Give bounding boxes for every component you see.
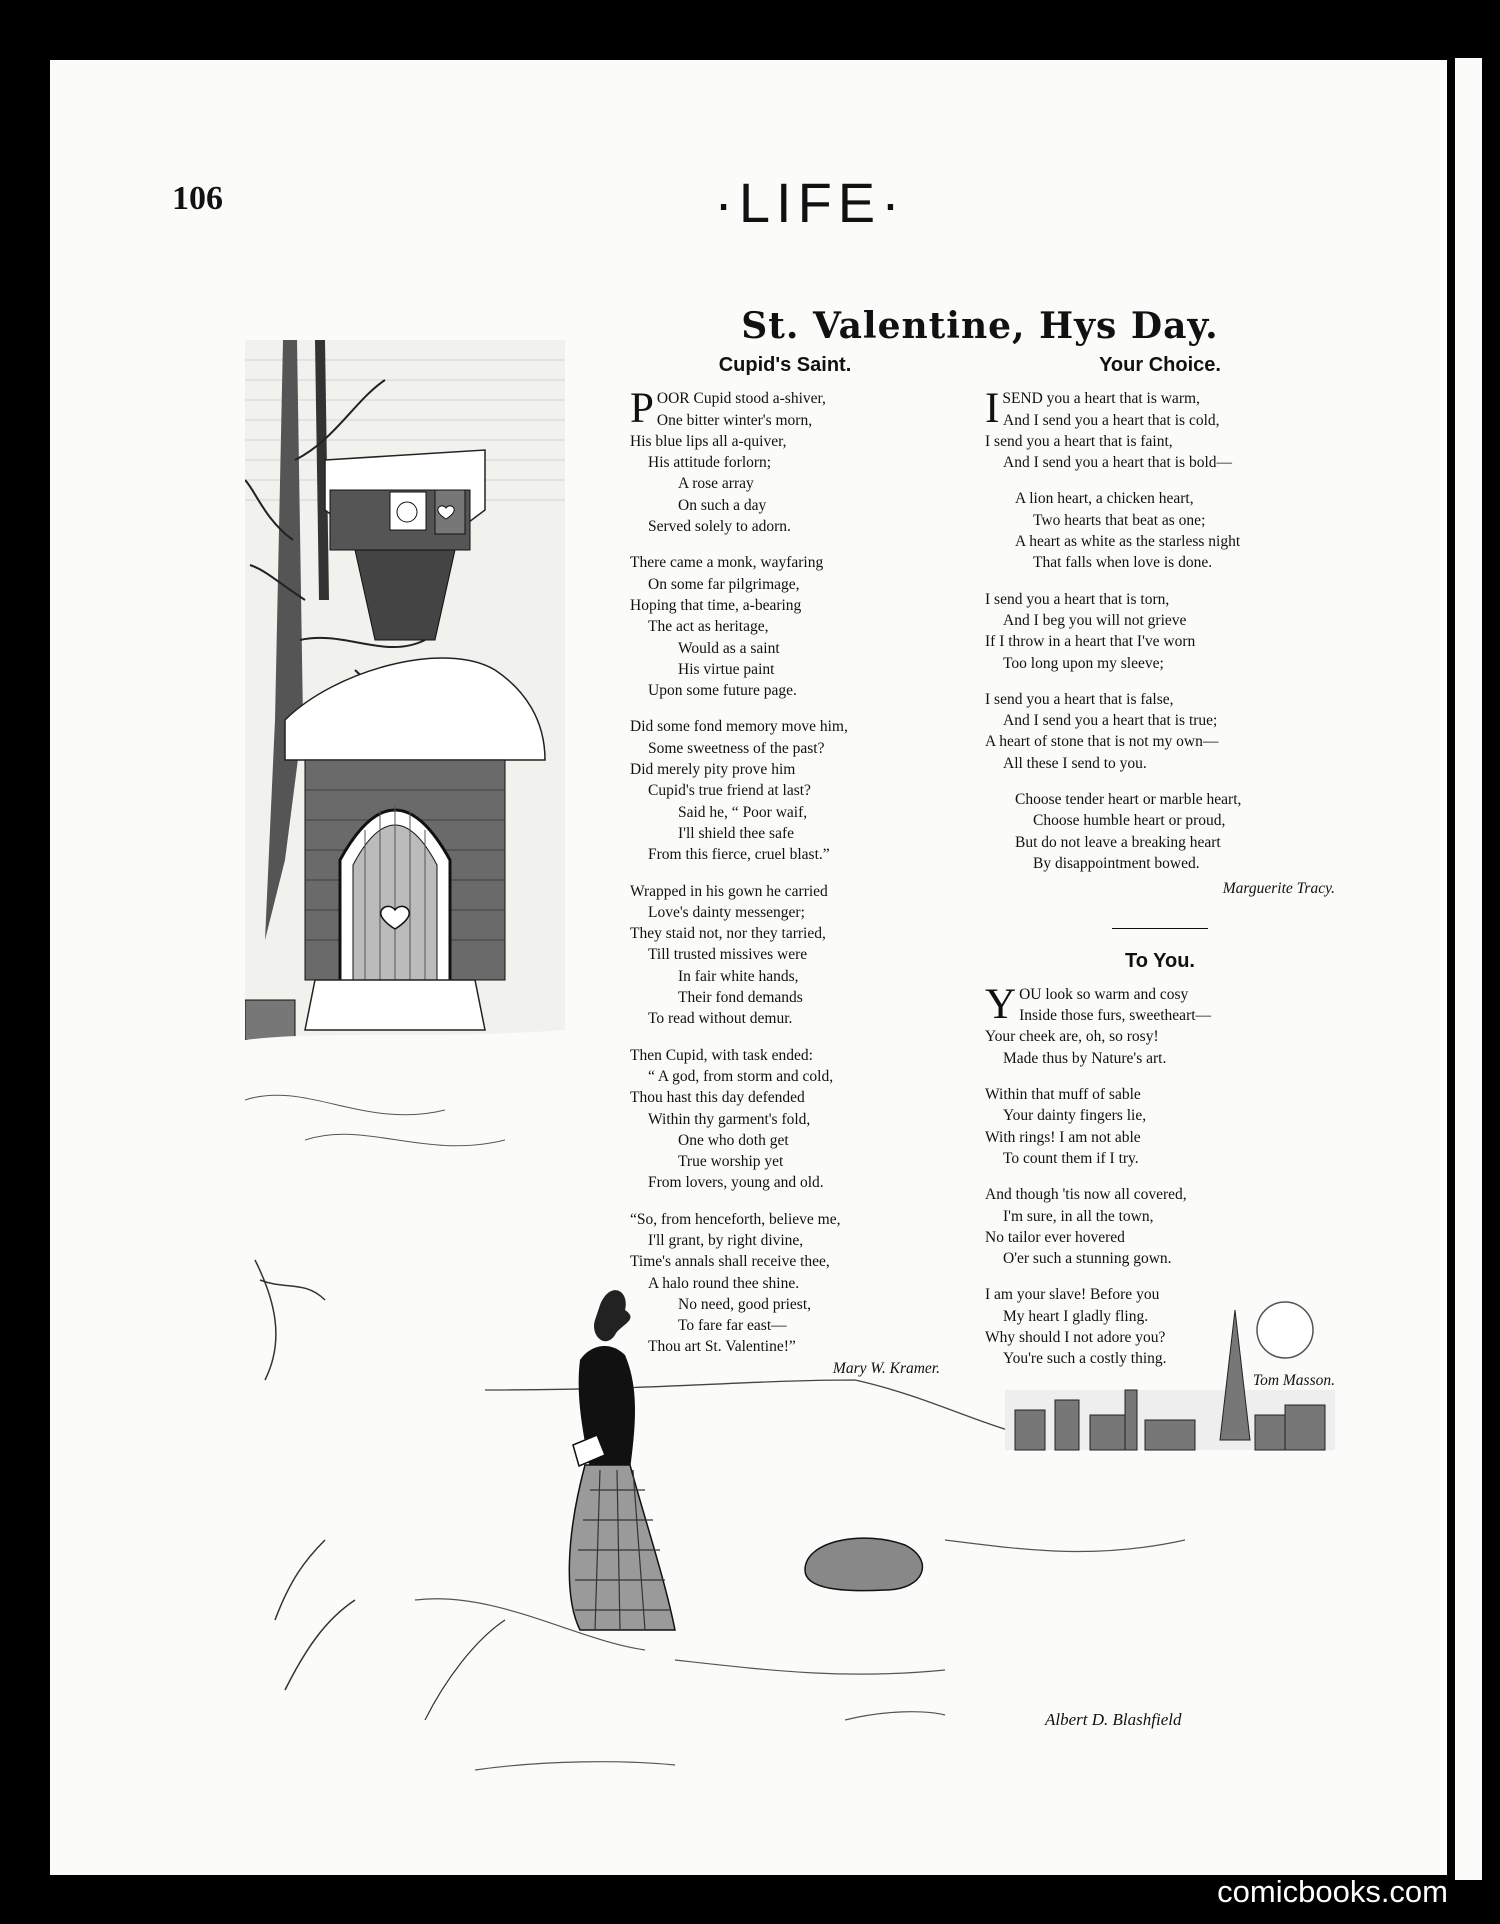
poem-line: O'er such a stunning gown. bbox=[1003, 1250, 1172, 1268]
poem-line: True worship yet bbox=[678, 1153, 784, 1171]
stanza bbox=[630, 1209, 940, 1358]
poem-line: Thou art St. Valentine!” bbox=[648, 1338, 796, 1356]
poem-line: If I throw in a heart that I've worn bbox=[985, 633, 1196, 651]
poem-line: I'll grant, by right divine, bbox=[648, 1231, 804, 1249]
stanza bbox=[630, 552, 940, 701]
poem-signature: Tom Masson. bbox=[1252, 1371, 1335, 1389]
poem-line: By disappointment bowed. bbox=[1033, 854, 1200, 872]
stanza bbox=[985, 689, 1335, 774]
poem-signature: Mary W. Kramer. bbox=[832, 1359, 940, 1377]
poem-line: His blue lips all a-quiver, bbox=[630, 432, 787, 450]
poem-line: Within that muff of sable bbox=[985, 1086, 1141, 1104]
stanza bbox=[630, 716, 940, 865]
poem-line: To read without demur. bbox=[648, 1010, 793, 1028]
divider-rule bbox=[1112, 928, 1208, 929]
poem-line: They staid not, nor they tarried, bbox=[630, 925, 826, 943]
poem-line: “ A god, from storm and cold, bbox=[648, 1067, 834, 1085]
poem-line: There came a monk, wayfaring bbox=[630, 554, 824, 572]
cupid-figure bbox=[397, 502, 417, 522]
poem-line: Then Cupid, with task ended: bbox=[630, 1046, 813, 1064]
poem-line: One who doth get bbox=[678, 1131, 789, 1149]
poem-line: In fair white hands, bbox=[678, 967, 799, 985]
poem-line: And I send you a heart that is true; bbox=[1003, 712, 1218, 730]
poem-line: To count them if I try. bbox=[1003, 1149, 1139, 1167]
poem-line: OOR Cupid stood a-shiver, bbox=[656, 390, 826, 408]
poem-line: And I send you a heart that is cold, bbox=[1003, 411, 1220, 429]
drop-cap: P bbox=[630, 385, 654, 433]
poem-cupids-saint bbox=[630, 355, 940, 1379]
poem-line: You're such a costly thing. bbox=[1003, 1350, 1167, 1368]
poem-line: I send you a heart that is faint, bbox=[985, 432, 1173, 450]
poem-title: Cupid's Saint. bbox=[718, 354, 852, 376]
stanza bbox=[630, 1045, 940, 1194]
poem-line: Your dainty fingers lie, bbox=[1003, 1107, 1147, 1125]
poem-line: Choose humble heart or proud, bbox=[1033, 812, 1226, 830]
poem-line: Choose tender heart or marble heart, bbox=[1015, 791, 1242, 809]
site-watermark: comicbooks.com bbox=[1217, 1874, 1448, 1909]
poem-line: Their fond demands bbox=[678, 989, 803, 1007]
poem-line: “So, from henceforth, believe me, bbox=[630, 1210, 841, 1228]
poem-line: And I beg you will not grieve bbox=[1003, 611, 1187, 629]
poem-line: Time's annals shall receive thee, bbox=[630, 1253, 830, 1271]
poem-line: And though 'tis now all covered, bbox=[985, 1186, 1187, 1204]
poem-line: With rings! I am not able bbox=[985, 1128, 1141, 1146]
section-title: St. Valentine, Hys Day. bbox=[741, 305, 1219, 347]
next-page-edge bbox=[1455, 58, 1482, 1880]
poem-line: No need, good priest, bbox=[678, 1295, 812, 1313]
poem-line: Served solely to adorn. bbox=[648, 518, 791, 536]
drop-cap: I bbox=[985, 385, 1000, 433]
poem-line: Cupid's true friend at last? bbox=[648, 782, 811, 800]
poem-line: A halo round thee shine. bbox=[648, 1274, 800, 1292]
poem-line: Wrapped in his gown he carried bbox=[630, 882, 828, 900]
stanza bbox=[985, 1084, 1335, 1169]
poem-line: No tailor ever hovered bbox=[985, 1228, 1125, 1246]
stanza bbox=[985, 789, 1335, 874]
poem-line: Did some fond memory move him, bbox=[630, 718, 848, 736]
stanza bbox=[985, 488, 1335, 573]
poem-line: To fare far east— bbox=[678, 1317, 787, 1335]
chapel-illustration bbox=[245, 340, 565, 1200]
poem-line: Upon some future page. bbox=[648, 682, 797, 700]
poem-signature: Marguerite Tracy. bbox=[1222, 880, 1335, 898]
poem-line: All these I send to you. bbox=[1003, 754, 1147, 772]
page-number: 106 bbox=[172, 180, 223, 217]
poem-line: Would as a saint bbox=[678, 639, 780, 657]
poem-line: Why should I not adore you? bbox=[985, 1328, 1166, 1346]
poem-line: SEND you a heart that is warm, bbox=[1002, 390, 1200, 408]
poem-line: His attitude forlorn; bbox=[648, 454, 772, 472]
stanza bbox=[985, 385, 1335, 473]
stanza bbox=[985, 1184, 1335, 1269]
poem-line: Said he, “ Poor waif, bbox=[678, 803, 808, 821]
poem-line: Some sweetness of the past? bbox=[648, 739, 825, 757]
poem-line: I send you a heart that is false, bbox=[985, 690, 1174, 708]
poem-line: From lovers, young and old. bbox=[648, 1174, 824, 1192]
poem-line: But do not leave a breaking heart bbox=[1015, 833, 1221, 851]
poem-line: I send you a heart that is torn, bbox=[985, 590, 1170, 608]
poem-line: Inside those furs, sweetheart— bbox=[1019, 1007, 1212, 1025]
poem-line: Till trusted missives were bbox=[648, 946, 808, 964]
poem-line: The act as heritage, bbox=[648, 618, 769, 636]
poem-line: Your cheek are, oh, so rosy! bbox=[985, 1028, 1159, 1046]
poem-line: From this fierce, cruel blast.” bbox=[648, 846, 830, 864]
poem-line: One bitter winter's morn, bbox=[656, 411, 813, 429]
poem-line: Did merely pity prove him bbox=[630, 761, 796, 779]
poem-line: Made thus by Nature's art. bbox=[1003, 1049, 1167, 1067]
poem-line: I'll shield thee safe bbox=[678, 824, 794, 842]
poem-line: On such a day bbox=[678, 496, 767, 514]
poem-column-right bbox=[985, 355, 1335, 1391]
poem-line: Too long upon my sleeve; bbox=[1003, 654, 1164, 672]
poem-line: Love's dainty messenger; bbox=[648, 903, 805, 921]
stanza bbox=[985, 1284, 1335, 1369]
poem-line: A heart as white as the starless night bbox=[1015, 533, 1241, 551]
poem-line: My heart I gladly fling. bbox=[1003, 1307, 1149, 1325]
poem-line: I am your slave! Before you bbox=[985, 1286, 1160, 1304]
poem-line: Thou hast this day defended bbox=[630, 1089, 805, 1107]
poem-line: OU look so warm and cosy bbox=[1019, 985, 1189, 1003]
stanza bbox=[985, 589, 1335, 674]
poem-line: Hoping that time, a-bearing bbox=[630, 596, 802, 614]
poem-title: Your Choice. bbox=[1099, 354, 1221, 376]
poem-line: Two hearts that beat as one; bbox=[1033, 511, 1206, 529]
poem-line: That falls when love is done. bbox=[1033, 554, 1213, 572]
poem-line: A lion heart, a chicken heart, bbox=[1015, 490, 1194, 508]
poem-title: To You. bbox=[1125, 949, 1195, 972]
stanza bbox=[630, 881, 940, 1030]
poem-line: And I send you a heart that is bold— bbox=[1003, 454, 1233, 472]
masthead-title: ·LIFE· bbox=[714, 171, 906, 234]
drop-cap: Y bbox=[985, 980, 1017, 1028]
artist-signature: Albert D. Blashfield bbox=[1045, 1710, 1182, 1729]
poem-line: His virtue paint bbox=[678, 660, 775, 678]
stanza bbox=[630, 385, 940, 537]
poem-line: I'm sure, in all the town, bbox=[1003, 1207, 1154, 1225]
poem-line: On some far pilgrimage, bbox=[648, 575, 800, 593]
stanza bbox=[985, 980, 1335, 1069]
poem-line: A rose array bbox=[678, 475, 754, 493]
poem-line: A heart of stone that is not my own— bbox=[985, 733, 1219, 751]
poem-line: Within thy garment's fold, bbox=[648, 1110, 811, 1128]
